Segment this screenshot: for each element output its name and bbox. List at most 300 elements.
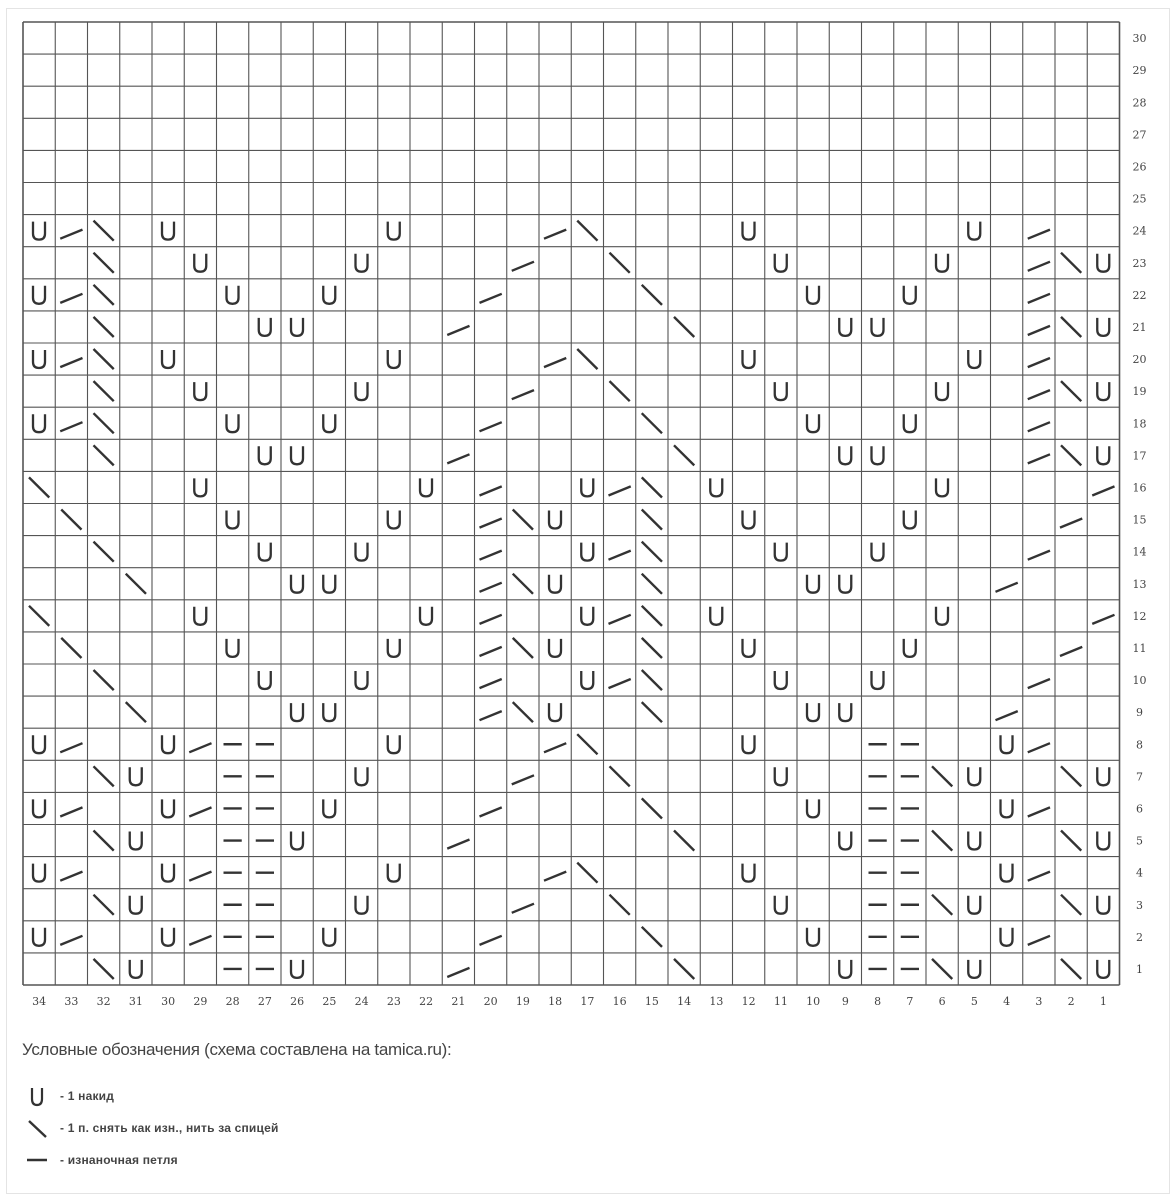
yarn-over-mark xyxy=(549,575,561,593)
row-label: 19 xyxy=(1132,385,1147,399)
yarn-over-mark xyxy=(872,671,884,689)
yarn-over-mark xyxy=(388,222,400,240)
slip-mark xyxy=(29,606,49,626)
slant-forward-mark xyxy=(1028,294,1050,303)
yarn-over-mark xyxy=(549,511,561,529)
slip-mark xyxy=(642,927,662,947)
slant-forward-mark xyxy=(1028,230,1050,239)
yarn-over-mark xyxy=(33,735,45,753)
slip-mark xyxy=(1061,317,1081,337)
row-label: 24 xyxy=(1132,224,1147,238)
slant-forward-mark xyxy=(447,840,469,849)
slip-mark xyxy=(932,766,952,786)
slant-forward-mark xyxy=(480,647,502,656)
slant-forward-mark xyxy=(480,519,502,528)
row-label: 17 xyxy=(1132,449,1147,463)
yarn-over-mark xyxy=(291,960,303,978)
slant-forward-mark xyxy=(60,422,82,431)
slant-forward-mark xyxy=(609,615,631,624)
legend-text-yarn-over: - 1 накид xyxy=(60,1089,115,1103)
yarn-over-mark xyxy=(968,832,980,850)
yarn-over-mark xyxy=(356,382,368,400)
row-label: 23 xyxy=(1132,256,1147,270)
column-label: 9 xyxy=(841,995,849,1008)
column-label: 8 xyxy=(874,995,882,1008)
yarn-over-mark xyxy=(33,222,45,240)
slip-mark xyxy=(932,895,952,915)
slant-forward-mark xyxy=(544,230,566,239)
row-label: 1 xyxy=(1136,962,1143,976)
slip-mark xyxy=(61,638,81,658)
column-label: 34 xyxy=(32,995,47,1008)
slant-forward-mark xyxy=(1028,358,1050,367)
slip-mark xyxy=(94,285,114,305)
row-label: 13 xyxy=(1132,577,1147,591)
yarn-over-mark xyxy=(291,703,303,721)
slip-mark xyxy=(610,253,630,273)
yarn-over-mark xyxy=(775,382,787,400)
slant-forward-mark xyxy=(447,454,469,463)
slip-mark xyxy=(94,766,114,786)
slant-forward-mark xyxy=(609,551,631,560)
slant-forward-mark xyxy=(189,807,211,816)
slip-mark xyxy=(94,959,114,979)
yarn-over-mark xyxy=(323,286,335,304)
yarn-over-mark xyxy=(130,767,142,785)
row-label: 9 xyxy=(1136,706,1143,720)
row-label: 29 xyxy=(1132,64,1147,78)
slip-mark xyxy=(61,510,81,530)
slip-mark xyxy=(94,221,114,241)
slant-forward-mark xyxy=(60,807,82,816)
slip-mark xyxy=(642,606,662,626)
yarn-over-mark xyxy=(839,318,851,336)
column-label: 22 xyxy=(419,995,434,1008)
slant-forward-mark xyxy=(1028,743,1050,752)
column-label: 20 xyxy=(483,995,498,1008)
yarn-over-mark xyxy=(936,382,948,400)
yarn-over-mark xyxy=(356,896,368,914)
slant-forward-mark xyxy=(60,358,82,367)
yarn-over-icon xyxy=(22,1084,52,1108)
slant-forward-mark xyxy=(60,294,82,303)
yarn-over-mark xyxy=(259,318,271,336)
yarn-over-mark xyxy=(581,607,593,625)
row-label: 28 xyxy=(1132,96,1147,110)
yarn-over-mark xyxy=(1097,446,1109,464)
slip-mark xyxy=(642,574,662,594)
yarn-over-mark xyxy=(872,318,884,336)
yarn-over-mark xyxy=(259,671,271,689)
yarn-over-mark xyxy=(1001,928,1013,946)
slant-forward-mark xyxy=(189,872,211,881)
yarn-over-mark xyxy=(1097,896,1109,914)
row-label: 21 xyxy=(1132,320,1147,334)
yarn-over-mark xyxy=(807,286,819,304)
yarn-over-mark xyxy=(743,350,755,368)
yarn-over-mark xyxy=(936,478,948,496)
row-label: 10 xyxy=(1132,674,1147,688)
legend-item-purl xyxy=(22,1148,178,1172)
column-label: 17 xyxy=(580,995,595,1008)
yarn-over-mark xyxy=(388,350,400,368)
slip-mark xyxy=(577,863,597,883)
yarn-over-mark xyxy=(162,350,174,368)
slip-mark xyxy=(513,574,533,594)
slant-forward-mark xyxy=(609,486,631,495)
slip-mark xyxy=(1061,445,1081,465)
slant-forward-mark xyxy=(512,904,534,913)
slip-mark xyxy=(674,959,694,979)
yarn-over-mark xyxy=(33,864,45,882)
slip-mark xyxy=(577,349,597,369)
yarn-over-mark xyxy=(807,928,819,946)
slip-mark xyxy=(1061,831,1081,851)
row-label: 14 xyxy=(1132,545,1147,559)
slant-forward-mark xyxy=(60,872,82,881)
yarn-over-mark xyxy=(710,607,722,625)
slip-mark xyxy=(642,542,662,562)
slip-mark xyxy=(94,253,114,273)
column-label: 31 xyxy=(128,995,143,1008)
slant-forward-mark xyxy=(1028,390,1050,399)
column-label: 11 xyxy=(773,995,788,1008)
yarn-over-mark xyxy=(1001,735,1013,753)
slant-forward-mark xyxy=(1028,551,1050,560)
yarn-over-mark xyxy=(388,511,400,529)
row-label: 11 xyxy=(1132,641,1147,655)
slant-forward-mark xyxy=(480,936,502,945)
column-label: 5 xyxy=(970,995,978,1008)
yarn-over-mark xyxy=(356,671,368,689)
yarn-over-mark xyxy=(968,960,980,978)
row-label: 15 xyxy=(1132,513,1147,527)
yarn-over-mark xyxy=(227,286,239,304)
slant-forward-mark xyxy=(1028,262,1050,271)
slip-mark xyxy=(674,317,694,337)
slip-mark xyxy=(94,413,114,433)
yarn-over-mark xyxy=(388,639,400,657)
column-label: 19 xyxy=(515,995,530,1008)
yarn-over-mark xyxy=(968,222,980,240)
yarn-over-mark xyxy=(356,254,368,272)
column-label: 4 xyxy=(1003,995,1011,1008)
slant-forward-mark xyxy=(447,968,469,977)
yarn-over-mark xyxy=(1097,960,1109,978)
yarn-over-mark xyxy=(323,928,335,946)
slant-forward-mark xyxy=(480,583,502,592)
row-label: 12 xyxy=(1132,609,1147,623)
slant-forward-mark xyxy=(60,230,82,239)
slip-mark xyxy=(1061,895,1081,915)
yarn-over-mark xyxy=(1001,864,1013,882)
slant-forward-mark xyxy=(1060,647,1082,656)
yarn-over-mark xyxy=(227,511,239,529)
yarn-over-mark xyxy=(904,639,916,657)
yarn-over-mark xyxy=(743,511,755,529)
yarn-over-mark xyxy=(323,414,335,432)
yarn-over-mark xyxy=(323,799,335,817)
column-label: 32 xyxy=(96,995,111,1008)
row-label: 30 xyxy=(1132,32,1147,46)
slant-forward-mark xyxy=(544,872,566,881)
yarn-over-mark xyxy=(807,799,819,817)
column-label: 14 xyxy=(677,995,692,1008)
yarn-over-mark xyxy=(807,703,819,721)
column-label: 21 xyxy=(451,995,466,1008)
slip-mark xyxy=(674,445,694,465)
yarn-over-mark xyxy=(1097,767,1109,785)
legend-title: Условные обозначения (схема составлена на tamica.ru): xyxy=(22,1040,452,1059)
yarn-over-mark xyxy=(775,543,787,561)
slant-forward-mark xyxy=(60,743,82,752)
slant-forward-mark xyxy=(189,743,211,752)
row-label: 26 xyxy=(1132,160,1147,174)
slip-mark xyxy=(94,895,114,915)
yarn-over-mark xyxy=(259,446,271,464)
yarn-over-mark xyxy=(33,799,45,817)
yarn-over-mark xyxy=(162,735,174,753)
slip-mark xyxy=(1061,766,1081,786)
slant-forward-mark xyxy=(480,486,502,495)
yarn-over-mark xyxy=(839,960,851,978)
slant-forward-mark xyxy=(609,679,631,688)
slant-forward-mark xyxy=(996,711,1018,720)
yarn-over-mark xyxy=(807,575,819,593)
slant-forward-mark xyxy=(1028,326,1050,335)
yarn-over-mark xyxy=(162,864,174,882)
yarn-over-mark xyxy=(549,703,561,721)
yarn-over-mark xyxy=(194,478,206,496)
yarn-over-mark xyxy=(1097,832,1109,850)
yarn-over-mark xyxy=(388,735,400,753)
slip-mark xyxy=(932,831,952,851)
row-label: 25 xyxy=(1132,192,1147,206)
slip-mark xyxy=(642,638,662,658)
legend-item-slip xyxy=(22,1116,279,1140)
slip-mark xyxy=(642,798,662,818)
slip-mark xyxy=(932,959,952,979)
yarn-over-mark xyxy=(904,511,916,529)
slip-mark xyxy=(610,766,630,786)
yarn-over-mark xyxy=(33,350,45,368)
yarn-over-mark xyxy=(775,896,787,914)
column-label: 25 xyxy=(322,995,337,1008)
yarn-over-mark xyxy=(872,446,884,464)
row-label: 27 xyxy=(1132,128,1147,142)
column-label: 3 xyxy=(1035,995,1043,1008)
yarn-over-mark xyxy=(227,639,239,657)
yarn-over-mark xyxy=(968,350,980,368)
yarn-over-mark xyxy=(130,896,142,914)
slip-mark xyxy=(642,670,662,690)
slip-mark xyxy=(642,510,662,530)
slant-forward-mark xyxy=(1028,872,1050,881)
yarn-over-mark xyxy=(775,767,787,785)
yarn-over-mark xyxy=(227,414,239,432)
slant-forward-mark xyxy=(512,262,534,271)
yarn-over-mark xyxy=(581,543,593,561)
yarn-over-mark xyxy=(872,543,884,561)
slip-mark xyxy=(29,477,49,497)
column-label: 13 xyxy=(709,995,724,1008)
yarn-over-mark xyxy=(33,286,45,304)
yarn-over-mark xyxy=(936,254,948,272)
yarn-over-mark xyxy=(162,222,174,240)
yarn-over-mark xyxy=(968,767,980,785)
yarn-over-mark xyxy=(904,286,916,304)
yarn-over-mark xyxy=(839,446,851,464)
slip-mark xyxy=(513,702,533,722)
slant-forward-mark xyxy=(60,936,82,945)
column-label: 29 xyxy=(193,995,208,1008)
slant-forward-mark xyxy=(512,775,534,784)
yarn-over-mark xyxy=(1001,799,1013,817)
yarn-over-mark xyxy=(743,639,755,657)
yarn-over-mark xyxy=(775,671,787,689)
slip-mark xyxy=(94,445,114,465)
yarn-over-mark xyxy=(1097,318,1109,336)
slip-mark xyxy=(513,510,533,530)
slip-mark xyxy=(642,285,662,305)
column-label: 30 xyxy=(161,995,176,1008)
yarn-over-mark xyxy=(743,222,755,240)
row-label: 5 xyxy=(1136,834,1143,848)
row-label: 7 xyxy=(1136,770,1143,784)
column-label: 33 xyxy=(64,995,79,1008)
slant-forward-mark xyxy=(512,390,534,399)
slant-forward-mark xyxy=(480,711,502,720)
slip-mark xyxy=(126,574,146,594)
yarn-over-mark xyxy=(388,864,400,882)
yarn-over-mark xyxy=(549,639,561,657)
slip-mark xyxy=(94,381,114,401)
yarn-over-mark xyxy=(356,767,368,785)
yarn-over-mark xyxy=(904,414,916,432)
column-label: 10 xyxy=(806,995,821,1008)
column-label: 23 xyxy=(386,995,401,1008)
slant-forward-mark xyxy=(480,615,502,624)
row-label: 16 xyxy=(1132,481,1147,495)
slant-forward-mark xyxy=(996,583,1018,592)
yarn-over-mark xyxy=(968,896,980,914)
yarn-over-mark xyxy=(356,543,368,561)
column-label: 27 xyxy=(257,995,272,1008)
yarn-over-mark xyxy=(259,543,271,561)
yarn-over-mark xyxy=(194,607,206,625)
slip-mark xyxy=(642,477,662,497)
column-label: 2 xyxy=(1067,995,1075,1008)
yarn-over-mark xyxy=(291,446,303,464)
yarn-over-mark xyxy=(743,735,755,753)
column-label: 15 xyxy=(644,995,659,1008)
yarn-over-mark xyxy=(323,703,335,721)
slip-mark xyxy=(610,381,630,401)
column-label: 6 xyxy=(938,995,946,1008)
row-label: 22 xyxy=(1132,288,1147,302)
slant-forward-mark xyxy=(1028,936,1050,945)
slant-forward-mark xyxy=(1028,422,1050,431)
yarn-over-mark xyxy=(807,414,819,432)
yarn-over-mark xyxy=(33,414,45,432)
legend-text-purl: - изнаночная петля xyxy=(60,1153,178,1167)
yarn-over-mark xyxy=(1097,254,1109,272)
slant-forward-mark xyxy=(189,936,211,945)
slip-mark xyxy=(94,317,114,337)
slip-mark xyxy=(610,895,630,915)
slip-mark xyxy=(577,221,597,241)
purl-dash-icon xyxy=(22,1148,52,1172)
yarn-over-mark xyxy=(194,254,206,272)
slant-forward-mark xyxy=(480,807,502,816)
yarn-over-mark xyxy=(162,928,174,946)
slip-mark xyxy=(1061,959,1081,979)
slant-forward-mark xyxy=(1028,454,1050,463)
yarn-over-mark xyxy=(291,832,303,850)
slip-mark xyxy=(674,831,694,851)
yarn-over-mark xyxy=(775,254,787,272)
slant-forward-mark xyxy=(1028,679,1050,688)
slip-mark xyxy=(94,349,114,369)
slant-forward-mark xyxy=(480,551,502,560)
slip-mark xyxy=(577,734,597,754)
yarn-over-mark xyxy=(743,864,755,882)
slip-mark xyxy=(513,638,533,658)
yarn-over-mark xyxy=(162,799,174,817)
legend xyxy=(22,1040,922,1167)
yarn-over-mark xyxy=(291,575,303,593)
yarn-over-mark xyxy=(936,607,948,625)
yarn-over-mark xyxy=(1097,382,1109,400)
slant-forward-mark xyxy=(480,422,502,431)
slip-backslash-icon xyxy=(22,1116,52,1140)
slip-mark xyxy=(94,670,114,690)
column-label: 24 xyxy=(354,995,369,1008)
yarn-over-mark xyxy=(581,671,593,689)
slant-forward-mark xyxy=(1092,615,1114,624)
yarn-over-mark xyxy=(581,478,593,496)
yarn-over-mark xyxy=(839,575,851,593)
yarn-over-mark xyxy=(420,607,432,625)
legend-text-slip: - 1 п. снять как изн., нить за спицей xyxy=(60,1121,279,1135)
slant-forward-mark xyxy=(447,326,469,335)
column-label: 16 xyxy=(612,995,627,1008)
column-label: 26 xyxy=(290,995,305,1008)
column-label: 28 xyxy=(225,995,240,1008)
yarn-over-mark xyxy=(839,832,851,850)
yarn-over-mark xyxy=(194,382,206,400)
yarn-over-mark xyxy=(130,832,142,850)
legend-item-yarn-over xyxy=(22,1084,114,1108)
yarn-over-mark xyxy=(130,960,142,978)
slip-mark xyxy=(642,413,662,433)
slant-forward-mark xyxy=(544,743,566,752)
slant-forward-mark xyxy=(1060,519,1082,528)
row-label: 4 xyxy=(1136,866,1143,880)
column-label: 18 xyxy=(548,995,563,1008)
yarn-over-mark xyxy=(291,318,303,336)
slip-mark xyxy=(1061,253,1081,273)
row-label: 3 xyxy=(1136,898,1143,912)
yarn-over-mark xyxy=(323,575,335,593)
row-label: 8 xyxy=(1136,738,1143,752)
slip-mark xyxy=(94,542,114,562)
slip-mark xyxy=(1061,381,1081,401)
slip-mark xyxy=(126,702,146,722)
yarn-over-mark xyxy=(33,928,45,946)
yarn-over-mark xyxy=(839,703,851,721)
row-label: 20 xyxy=(1132,353,1147,367)
